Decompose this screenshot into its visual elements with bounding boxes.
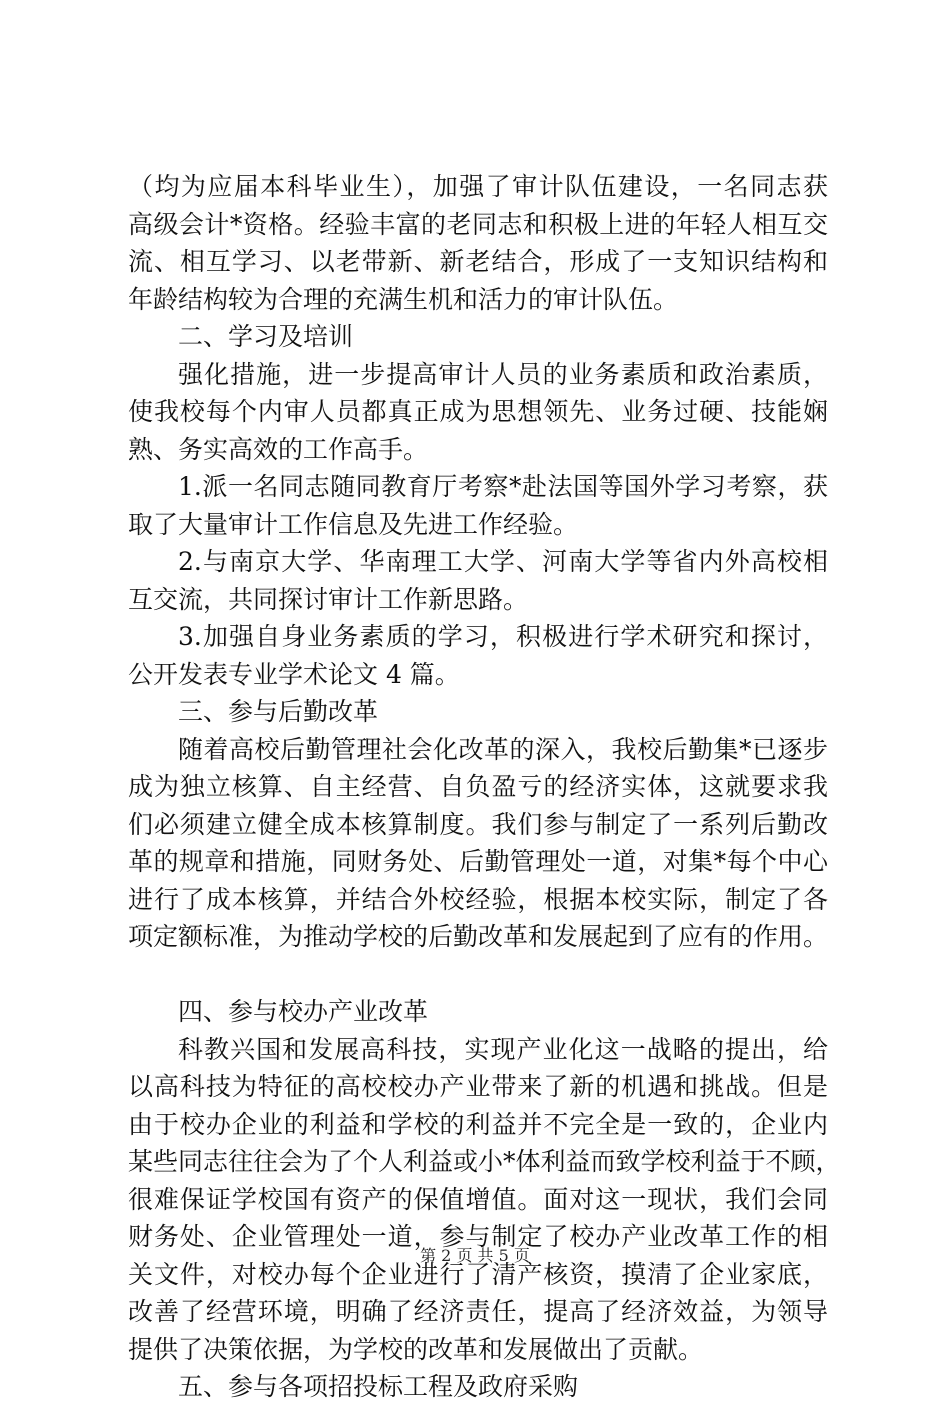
- text-line: 以高科技为特征的高校校办产业带来了新的机遇和挑战。但是: [128, 1072, 828, 1101]
- text-line: 互交流，共同探讨审计工作新思路。: [128, 584, 529, 614]
- text-line: 三、参与后勤改革: [178, 697, 379, 726]
- text-line: （均为应届本科毕业生），加强了审计队伍建设，一名同志获: [128, 172, 828, 201]
- text-line: 四、参与校办产业改革: [178, 997, 429, 1026]
- text-line: 流、相互学习、以老带新、新老结合，形成了一支知识结构和: [128, 247, 828, 276]
- text-line: 进行了成本核算，并结合外校经验，根据本校实际，制定了各: [128, 884, 828, 914]
- text-line: 强化措施，进一步提高审计人员的业务素质和政治素质，: [178, 359, 828, 389]
- text-line: 革的规章和措施，同财务处、后勤管理处一道，对集*每个中心: [128, 847, 828, 876]
- text-line: 财务处、企业管理处一道，参与制定了校办产业改革工作的相: [128, 1222, 828, 1251]
- text-line: 某些同志往往会为了个人利益或小*体利益而致学校利益于不顾，: [128, 1147, 841, 1176]
- text-line: 很难保证学校国有资产的保值增值。面对这一现状，我们会同: [128, 1184, 828, 1214]
- text-line: 年龄结构较为合理的充满生机和活力的审计队伍。: [128, 284, 679, 314]
- text-line: 科教兴国和发展高科技，实现产业化这一战略的提出，给: [178, 1034, 828, 1064]
- text-line: 取了大量审计工作信息及先进工作经验。: [128, 509, 579, 539]
- text-line: 使我校每个内审人员都真正成为思想领先、业务过硬、技能娴: [128, 397, 828, 426]
- text-line: 改善了经营环境，明确了经济责任，提高了经济效益，为领导: [128, 1297, 828, 1326]
- text-line: 高级会计*资格。经验丰富的老同志和积极上进的年轻人相互交: [128, 209, 828, 239]
- text-line: 随着高校后勤管理社会化改革的深入，我校后勤集*已逐步: [178, 734, 828, 764]
- text-line: 3.加强自身业务素质的学习，积极进行学术研究和探讨，: [178, 622, 828, 651]
- text-line: 熟、务实高效的工作高手。: [128, 434, 429, 464]
- text-line: 五、参与各项招投标工程及政府采购: [178, 1372, 579, 1401]
- text-line: 们必须建立健全成本核算制度。我们参与制定了一系列后勤改: [128, 809, 828, 839]
- text-line: 二、学习及培训: [178, 322, 354, 351]
- text-line: 成为独立核算、自主经营、自负盈亏的经济实体，这就要求我: [128, 772, 828, 801]
- text-line: 关文件，对校办每个企业进行了清产核资，摸清了企业家底，: [128, 1259, 828, 1289]
- text-line: 提供了决策依据，为学校的改革和发展做出了贡献。: [128, 1334, 704, 1364]
- text-line: 1.派一名同志随同教育厅考察*赴法国等国外学习考察，获: [178, 472, 828, 501]
- page-footer: 第 2 页 共 5 页: [420, 1246, 530, 1265]
- document-body: [128, 168, 841, 1406]
- text-line: 公开发表专业学术论文 4 篇。: [128, 659, 460, 689]
- text-line: [128, 956, 828, 994]
- text-line: 2.与南京大学、华南理工大学、河南大学等省内外高校相: [178, 547, 828, 576]
- text-line: 由于校办企业的利益和学校的利益并不完全是一致的，企业内: [128, 1109, 828, 1139]
- text-line: 项定额标准，为推动学校的后勤改革和发展起到了应有的作用。: [128, 922, 829, 951]
